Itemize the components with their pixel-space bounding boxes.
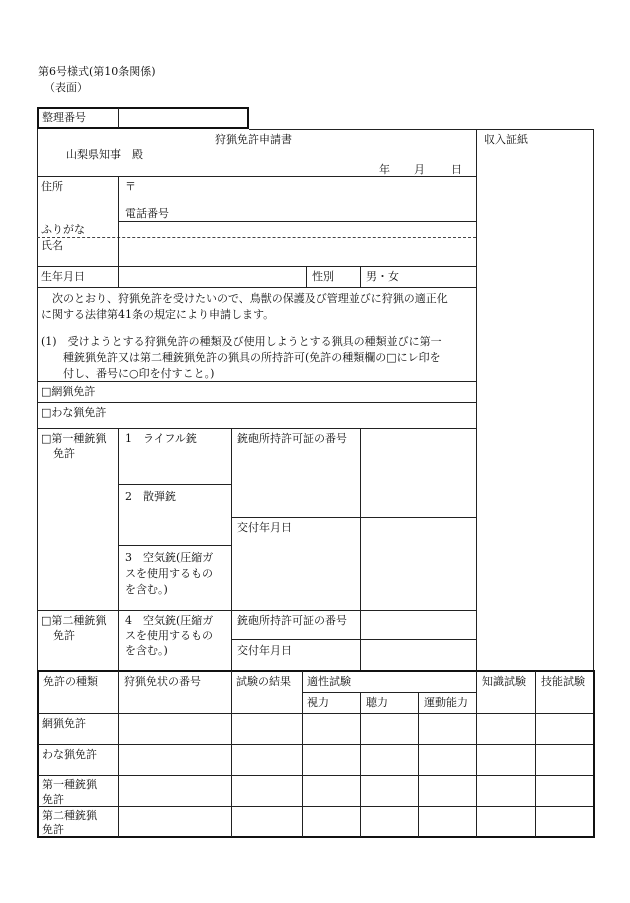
rifle-option[interactable]: 1 ライフル銃 <box>125 432 197 445</box>
second-gun-license-label-2: 免許 <box>53 629 75 642</box>
instruction-line-3: 付し、番号に○印を付すこと。) <box>63 367 215 380</box>
statement-line-2: に関する法律第41条の規定により申請します。 <box>41 308 275 321</box>
exam-row-type-line-2: 免許 <box>42 823 64 836</box>
sex-options[interactable]: 男・女 <box>366 270 399 283</box>
air-gun-option-2-line-2: スを使用するもの <box>125 629 213 642</box>
exam-row-type: 第二種銃猟 <box>42 809 97 822</box>
date-year-label: 年 <box>379 163 390 176</box>
birthdate-label: 生年月日 <box>41 270 85 283</box>
trap-license-checkbox[interactable]: □わな猟免許 <box>41 406 107 419</box>
exam-header-hearing: 聴力 <box>366 696 388 709</box>
exam-row-type-line-2: 免許 <box>42 793 64 806</box>
date-day-label: 日 <box>451 163 462 176</box>
exam-header-number: 狩猟免状の番号 <box>124 675 201 688</box>
exam-row-type: 網猟免許 <box>42 717 86 730</box>
permit-number-label-1: 銃砲所持許可証の番号 <box>237 432 347 445</box>
permit-number-label-2: 銃砲所持許可証の番号 <box>237 614 347 627</box>
form-number: 第6号様式(第10条関係) <box>38 65 156 78</box>
permit-number-field-2[interactable] <box>362 612 474 638</box>
issue-date-label-2: 交付年月日 <box>237 644 292 657</box>
addressee: 山梨県知事 殿 <box>66 148 143 161</box>
exam-header-skill: 技能試験 <box>541 675 585 688</box>
sex-label: 性別 <box>312 270 334 283</box>
name-field[interactable] <box>120 239 474 265</box>
air-gun-option-1[interactable]: 3 空気銃(圧縮ガ <box>125 551 214 564</box>
issue-date-field-1[interactable] <box>362 519 474 609</box>
issue-date-label-1: 交付年月日 <box>237 521 292 534</box>
first-gun-license-checkbox[interactable]: □第一種銃猟 <box>41 432 107 445</box>
issue-date-field-2[interactable] <box>362 641 474 669</box>
instruction-line-2: 種銃猟免許又は第二種銃猟免許の猟具の所持許可(免許の種類欄の□にレ印を <box>63 351 441 364</box>
birthdate-field[interactable] <box>120 268 304 286</box>
exam-header-motor: 運動能力 <box>424 696 468 709</box>
permit-number-field-1[interactable] <box>362 430 474 516</box>
exam-row-type: 第一種銃猟 <box>42 778 97 791</box>
name-label: 氏名 <box>41 239 63 252</box>
revenue-stamp-area[interactable] <box>477 148 592 668</box>
air-gun-option-1-line-2: スを使用するもの <box>125 567 213 580</box>
phone-label: 電話番号 <box>125 207 169 220</box>
exam-header-vision: 視力 <box>307 696 329 709</box>
air-gun-option-2[interactable]: 4 空気銃(圧縮ガ <box>125 614 214 627</box>
furigana-field[interactable] <box>120 223 474 236</box>
second-gun-license-checkbox[interactable]: □第二種銃猟 <box>41 614 107 627</box>
exam-header-knowledge: 知識試験 <box>482 675 526 688</box>
net-license-checkbox[interactable]: □網猟免許 <box>41 385 96 398</box>
form-title: 狩猟免許申請書 <box>215 133 292 146</box>
revenue-stamp-label: 収入証紙 <box>484 133 528 146</box>
date-month-label: 月 <box>414 163 425 176</box>
statement-line-1: 次のとおり、狩猟免許を受けたいので、鳥獣の保護及び管理並びに狩猟の適正化 <box>52 292 448 305</box>
shotgun-option[interactable]: 2 散弾銃 <box>125 490 176 503</box>
air-gun-option-1-line-3: を含む。) <box>125 583 168 596</box>
exam-header-result: 試験の結果 <box>236 675 291 688</box>
exam-header-type: 免許の種類 <box>43 675 98 688</box>
furigana-label: ふりがな <box>41 223 85 236</box>
instruction-line-1: (1) 受けようとする狩猟免許の種類及び使用しようとする猟具の種類並びに第一 <box>41 335 442 348</box>
address-field[interactable] <box>140 178 474 204</box>
registration-label: 整理番号 <box>42 111 86 124</box>
form-side: （表面） <box>44 81 88 94</box>
first-gun-license-label-2: 免許 <box>53 447 75 460</box>
exam-row-type: わな猟免許 <box>42 748 97 761</box>
air-gun-option-2-line-3: を含む。) <box>125 644 168 657</box>
postal-mark: 〒 <box>125 180 136 193</box>
address-label: 住所 <box>41 180 63 193</box>
exam-header-aptitude: 適性試験 <box>307 675 351 688</box>
